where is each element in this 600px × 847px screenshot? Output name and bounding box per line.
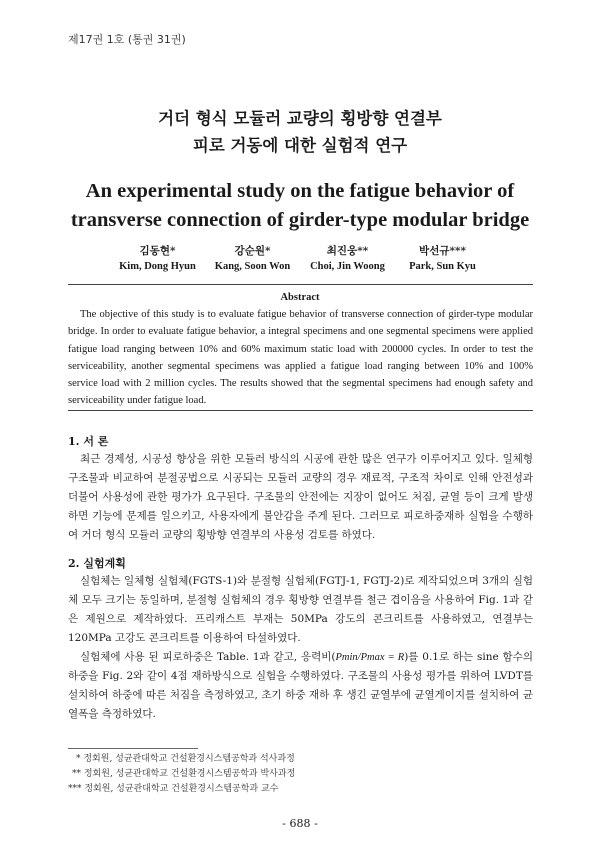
- paragraph-text-end: )를 0.1로 하는 sine 함수의 하중을 Fig. 2와 같이 4점 재하방식으로 실험을 수행하였다. 구조물의 사용성 평가를 위하여 LVDT를 설치하여 하중에 따른 처짐을 측정하였고, 초기 하중 재하 후 생긴 균열부에 균열게이지를 설치하여 균열폭을 측정하였다.: [68, 651, 533, 720]
- footnote-1: * 정회원, 성균관대학교 건설환경시스템공학과 석사과정: [76, 754, 295, 764]
- author-3: [300, 243, 395, 275]
- author-name-korean: 박선규***: [419, 245, 466, 257]
- footnotes: [68, 752, 295, 797]
- author-name-korean: 최진웅**: [326, 245, 369, 257]
- issue-header: 제17권 1호 (통권 31권): [68, 33, 186, 46]
- author-name-english: Park, Sun Kyu: [409, 261, 476, 272]
- korean-title-line-1: 거더 형식 모듈러 교량의 횡방향 연결부: [158, 109, 442, 128]
- section-2-paragraph-1: 실험체는 일체형 실험체(FGTS-1)와 분절형 실험체(FGTJ-1, FGTJ-2)로 제작되었으며 3개의 실험체 모두 크기는 동일하며, 분절형 실험체의 경우 횡방향 연결부를 철근 겹이음을 사용하여 Fig. 1과 같은 제원으로 제작하였다. 프리캐스트 부재는 50MPa 강도의 콘크리트를 사용하였고, 연결부는 120MPa 고강도 콘크리트를 이용하여 타설하였다.: [68, 575, 533, 644]
- paragraph-text-start: 실험체에 사용 된 피로하중은 Table. 1과 같고, 응력비(: [80, 651, 336, 663]
- footnote-2: ** 정회원, 성균관대학교 건설환경시스템공학과 박사과정: [72, 769, 296, 779]
- english-title-line-1: An experimental study on the fatigue behavior of: [85, 180, 515, 202]
- abstract-text: The objective of this study is to evaluate fatigue behavior of transverse connection of girder-type modular bridge. In order to evaluate fatigue behavior, a integral specimens and one segmental specimens were applied fatigue load ranging between 10% and 60% maximum static load with 200000 cycles. In order to test the serviceability, another segmental specimens was applied a fatigue load ranging between 10% and 100% service load with 2 million cycles. The results showed that the segmental specimens had enough safety and serviceability under fatigue load.: [68, 309, 533, 407]
- abstract-body: [68, 306, 533, 410]
- stress-ratio-formula: Pmin/Pmax = R: [335, 652, 405, 663]
- author-name-english: Kim, Dong Hyun: [119, 261, 196, 272]
- author-4: [395, 243, 490, 275]
- section-2-paragraph-2: [68, 648, 533, 724]
- section-2-body-1: [68, 572, 533, 648]
- section-1-heading: 1. 서 론: [68, 435, 109, 448]
- page-number: - 688 -: [282, 817, 318, 830]
- section-1-body: [68, 450, 533, 545]
- abstract-top-rule: [68, 284, 533, 285]
- author-list: [110, 243, 490, 275]
- section-1-paragraph: 최근 경제성, 시공성 향상을 위한 모듈러 방식의 시공에 관한 많은 연구가 이루어지고 있다. 일체형 구조물과 비교하여 분절공법으로 시공되는 모듈러 교량의 경우 재료적, 구조적 차이로 인해 안전성과 더불어 사용성에 관한 평가가 요구된다. 구조물의 안전에는 지장이 없어도 처짐, 균열 등이 크게 발생하면 기능에 문제를 일으키고, 사용자에게 불안감을 주게 된다. 그러므로 피로하중재하 실험을 수행하여 거더 형식 모듈러 교량의 횡방향 연결부의 사용성 검토를 하였다.: [68, 453, 533, 541]
- abstract-bottom-rule: [68, 410, 533, 411]
- section-2-body-2: [68, 648, 533, 724]
- section-2-heading: 2. 실험계획: [68, 557, 126, 570]
- author-name-korean: 김동현*: [139, 245, 176, 257]
- author-name-korean: 강순원*: [234, 245, 271, 257]
- author-name-english: Kang, Soon Won: [214, 261, 291, 272]
- english-title-line-2: transverse connection of girder-type modular bridge: [70, 209, 530, 231]
- abstract-heading: Abstract: [280, 292, 320, 303]
- korean-title-line-2: 피로 거동에 대한 실험적 연구: [192, 136, 408, 155]
- author-name-english: Choi, Jin Woong: [310, 261, 385, 272]
- footnote-3: *** 정회원, 성균관대학교 건설환경시스템공학과 교수: [68, 784, 279, 794]
- footnote-rule: [68, 748, 198, 749]
- author-1: [110, 243, 205, 275]
- author-2: [205, 243, 300, 275]
